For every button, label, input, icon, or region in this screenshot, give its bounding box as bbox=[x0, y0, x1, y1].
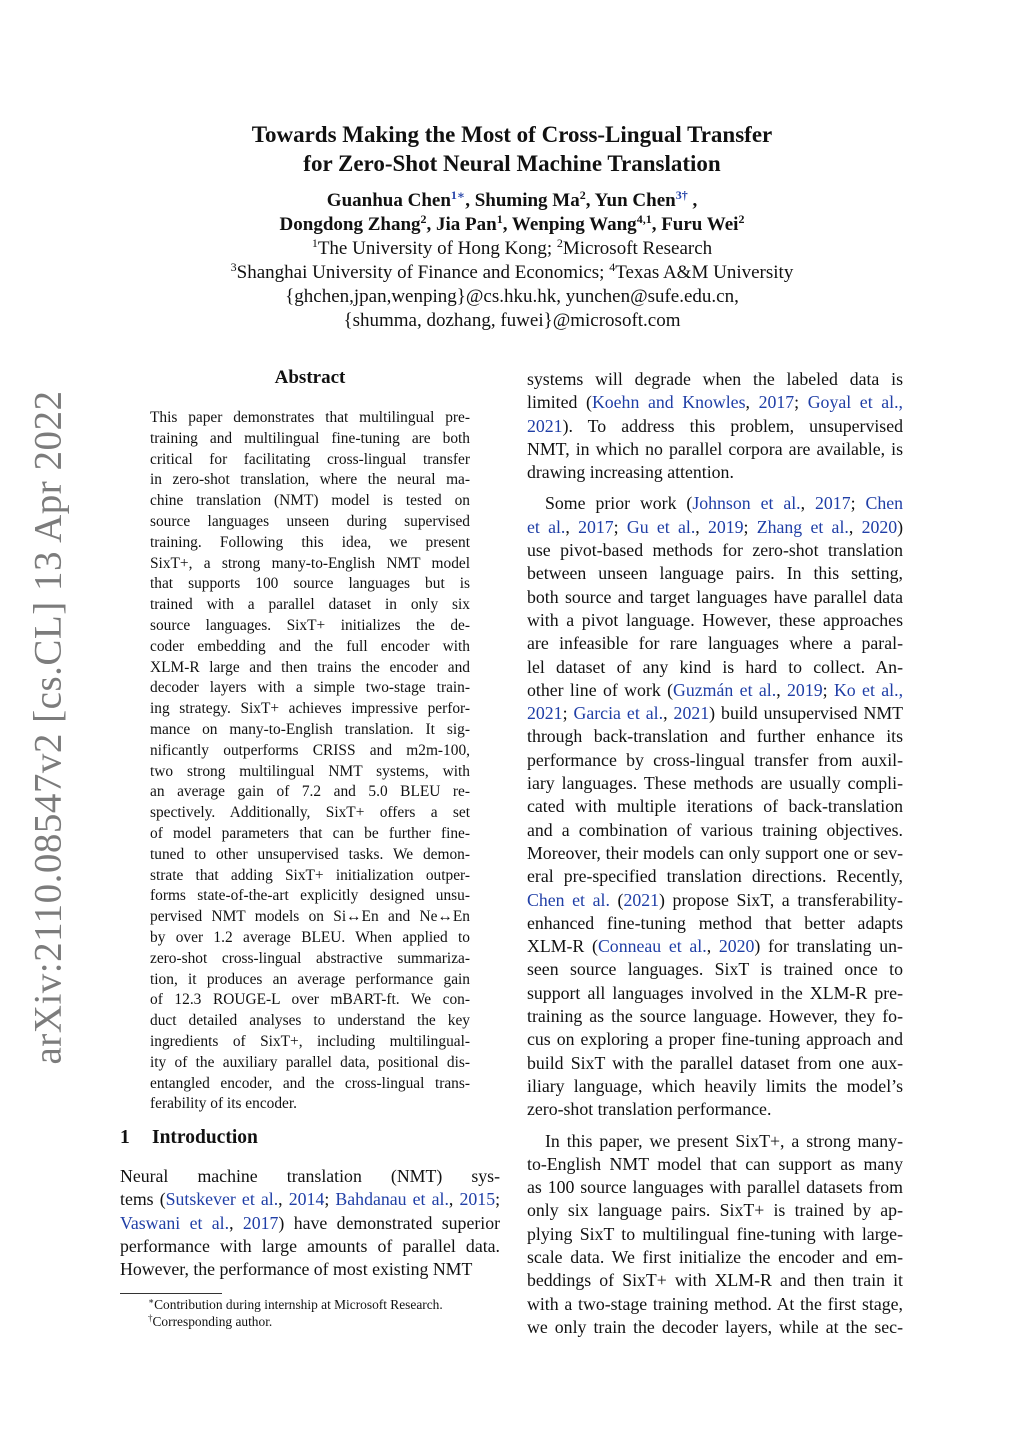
section-heading-introduction: 1 Introduction bbox=[120, 1127, 258, 1148]
abstract-line: in zero-shot translation, where the neural ma- bbox=[150, 471, 470, 489]
title-line-2: for Zero-Shot Neural Machine Translation bbox=[303, 151, 721, 176]
abstract-line: zero-shot cross-lingual abstractive summariza- bbox=[150, 949, 470, 967]
citation-link[interactable]: 2020 bbox=[718, 936, 755, 957]
abstract-line: ing strategy. SixT+ achieves impressive perfor- bbox=[150, 700, 470, 718]
right-paragraph-1: systems will degrade when the labeled data is limited (Koehn and Knowles, 2017; Goyal et al., 2021). To address this problem, unsupervised NMT, in which no parallel corpora are available, is drawing increasing attention. bbox=[527, 369, 903, 483]
citation-link[interactable]: 2021 bbox=[673, 703, 710, 724]
intro-line: However, the performance of most existing NMT bbox=[120, 1259, 473, 1280]
affiliation-line-2: $^3$Shanghai University of Finance and Economics; $^4$Texas A&M University bbox=[230, 260, 794, 283]
abstract-line: critical for facilitating cross-lingual transfer bbox=[150, 450, 470, 468]
citation-link[interactable]: 2019 bbox=[707, 516, 744, 537]
abstract-line: duct detailed analyses to understand the key bbox=[150, 1012, 470, 1030]
intro-line: Neural machine translation (NMT) sys- bbox=[120, 1166, 500, 1186]
citation-link[interactable]: Ko et al. bbox=[833, 679, 899, 700]
right-paragraph-3: In this paper, we present SixT+, a strong many- to-English NMT model that can support as many as 100 source languages with parallel datasets from only six language pairs. SixT+ is trained by ap- plying SixT to multilingual fine-tuning with large- scale data. We first initialize the encoder and em- beddings of SixT+ with XLM-R and then train it with a two-stage training method. At the first stage, we only train the decoder layers, while at the sec- bbox=[527, 1130, 903, 1337]
citation-link[interactable]: Conneau et al. bbox=[597, 936, 707, 957]
abstract-line: forms state-of-the-art explicitly designed unsu- bbox=[150, 887, 470, 905]
abstract-line: nificantly outperforms CRISS and m2m-100, bbox=[150, 741, 470, 759]
arxiv-watermark: arXiv:2110.08547v2 [cs.CL] 13 Apr 2022 bbox=[26, 390, 70, 1065]
citation-link[interactable]: Vaswani et al. bbox=[120, 1212, 230, 1233]
abstract-line: strate that adding SixT+ initialization outper- bbox=[150, 866, 470, 884]
email-line-2: {shumma, dozhang, fuwei}@microsoft.com bbox=[343, 310, 681, 331]
abstract-line: XLM-R large and then trains the encoder and bbox=[150, 658, 470, 676]
abstract-line: entangled encoder, and the cross-lingual trans- bbox=[150, 1074, 470, 1092]
citation-link[interactable]: Zhang et al. bbox=[756, 516, 849, 537]
citation-link[interactable]: 2021 bbox=[623, 889, 660, 910]
footnote-2: †Corresponding author. bbox=[148, 1313, 273, 1329]
author-line-2: Dongdong Zhang$^2$, Jia Pan$^1$, Wenping Wang$^{4,1}$, Furu Wei$^2$ bbox=[279, 212, 745, 235]
citation-link[interactable]: Chen et al. bbox=[527, 889, 610, 910]
citation-link[interactable]: Gu et al. bbox=[626, 516, 696, 537]
citation-link[interactable]: Sutskever et al. bbox=[165, 1189, 279, 1210]
abstract-line: SixT+, a strong many-to-English NMT model bbox=[150, 554, 470, 572]
footnote-rule bbox=[120, 1293, 222, 1294]
citation-link[interactable]: 2019 bbox=[787, 679, 823, 700]
citation-link[interactable]: Goyal et al. bbox=[807, 392, 899, 413]
abstract-line: mance on many-to-English translation. It sig- bbox=[150, 720, 470, 738]
abstract-line: training and multilingual fine-tuning are both bbox=[150, 429, 470, 447]
abstract-line: ferability of its encoder. bbox=[150, 1095, 298, 1113]
citation-link[interactable]: 2014 bbox=[288, 1189, 325, 1210]
abstract-line: training. Following this idea, we present bbox=[150, 533, 470, 551]
abstract-line: source languages. SixT+ initializes the de- bbox=[150, 616, 470, 634]
abstract-line: chine translation (NMT) model is tested on bbox=[150, 492, 470, 510]
author-line-1: Guanhua Chen$^{1∗}$, Shuming Ma$^2$, Yun Chen$^{3\dagger}$ , bbox=[326, 188, 698, 211]
citation-link[interactable]: Johnson et al. bbox=[692, 493, 801, 514]
citation-link[interactable]: Garcia et al. bbox=[573, 703, 664, 724]
affiliation-line-1: $^1$The University of Hong Kong; $^2$Microsoft Research bbox=[311, 236, 713, 259]
abstract-line: an average gain of 7.2 and 5.0 BLEU re- bbox=[150, 783, 470, 801]
abstract-line: source languages unseen during supervised bbox=[150, 512, 470, 530]
citation-link[interactable]: 2020 bbox=[861, 516, 898, 537]
abstract-line: pervised NMT models on Si↔En and Ne↔En bbox=[150, 908, 470, 926]
abstract-line: ity of the auxiliary parallel data, positional dis- bbox=[150, 1053, 470, 1071]
citation-link[interactable]: Guzmán et al. bbox=[673, 679, 777, 700]
citation-link[interactable]: Koehn and Knowles bbox=[591, 392, 746, 413]
citation-link[interactable]: 2015 bbox=[459, 1189, 496, 1210]
abstract-line: This paper demonstrates that multilingual pre- bbox=[150, 409, 470, 426]
citation-link[interactable]: 2021 bbox=[527, 415, 563, 436]
abstract-heading: Abstract bbox=[274, 367, 346, 388]
right-paragraph-2: Some prior work (Johnson et al., 2017; Chen et al., 2017; Gu et al., 2019; Zhang et al., 2020) use pivot-based methods for zero-shot translation between unseen language pairs. In this setting, both source and target languages have parallel data with a pivot language. However, these approaches are infeasible for rare languages where a paral- lel dataset of any kind is hard to collect. An- other line of work (Guzmán et al., 2019; Ko et al., 2021; Garcia et al., 2021) build unsupervised NMT through back-translation and further enhance its performance by cross-lingual transfer from auxil- iary languages. These methods are usually compli- cated with multiple iterations of back-translation and a combination of various training objectives. Moreover, their models can only support one or sev- eral pre-specified translation directions. Recently, Chen et al. (2021) propose SixT, a transferability- enhanced fine-tuning method that better adapts XLM-R (Conneau et al., 2020) for translating un- seen source languages. SixT is trained once to support all languages involved in the XLM-R pre- training as the source language. However, they fo- cus on exploring a proper fine-tuning approach and build SixT with the parallel dataset from one aux- iliary language, which heavily limits the model’s zero-shot translation performance. bbox=[527, 493, 904, 1120]
abstract-line: by over 1.2 average BLEU. When applied to bbox=[150, 928, 470, 946]
citation-link[interactable]: 2017 bbox=[758, 392, 795, 413]
citation-link[interactable]: et al. bbox=[527, 516, 566, 537]
abstract-line: of model parameters that can be further fine- bbox=[150, 824, 470, 842]
intro-line: Vaswani et al., 2017) have demonstrated superior bbox=[120, 1212, 501, 1233]
abstract-line: decoder layers with a simple two-stage train- bbox=[150, 679, 470, 697]
abstract-line: that supports 100 source languages but is bbox=[150, 575, 470, 593]
citation-link[interactable]: 2017 bbox=[242, 1212, 279, 1233]
abstract-line: coder embedding and the full encoder with bbox=[150, 637, 470, 655]
citation-link[interactable]: 2017 bbox=[578, 516, 614, 537]
right-column bbox=[527, 368, 903, 1347]
title-line-1: Towards Making the Most of Cross-Lingual Transfer bbox=[251, 122, 773, 147]
footnote-1: ∗Contribution during internship at Microsoft Research. bbox=[148, 1296, 443, 1312]
abstract-line: trained with a parallel dataset in only six bbox=[150, 596, 470, 614]
paper-title bbox=[120, 120, 904, 178]
abstract-line: tion, it produces an average performance gain bbox=[150, 970, 470, 988]
abstract-line: tuned to other unsupervised tasks. We demon- bbox=[150, 845, 470, 863]
abstract-line: of 12.3 ROUGE-L over mBART-ft. We con- bbox=[150, 991, 470, 1009]
citation-link[interactable]: Bahdanau et al. bbox=[335, 1189, 449, 1210]
abstract-body bbox=[150, 408, 470, 1115]
author-block bbox=[120, 189, 904, 333]
email-line-1: {ghchen,jpan,wenping}@cs.hku.hk, yunchen@sufe.edu.cn, bbox=[285, 286, 739, 307]
intro-line: tems (Sutskever et al., 2014; Bahdanau et al., 2015; bbox=[120, 1189, 501, 1210]
citation-link[interactable]: 2017 bbox=[815, 493, 851, 514]
abstract-line: two strong multilingual NMT systems, with bbox=[150, 762, 470, 780]
intro-paragraph bbox=[120, 1165, 500, 1281]
citation-link[interactable]: Chen bbox=[865, 493, 904, 514]
abstract-line: ingredients of SixT+, including multilingual- bbox=[150, 1032, 470, 1050]
abstract-line: spectively. Additionally, SixT+ offers a set bbox=[150, 804, 470, 822]
intro-line: performance with large amounts of parallel data. bbox=[120, 1235, 500, 1256]
citation-link[interactable]: 2021 bbox=[527, 703, 563, 724]
